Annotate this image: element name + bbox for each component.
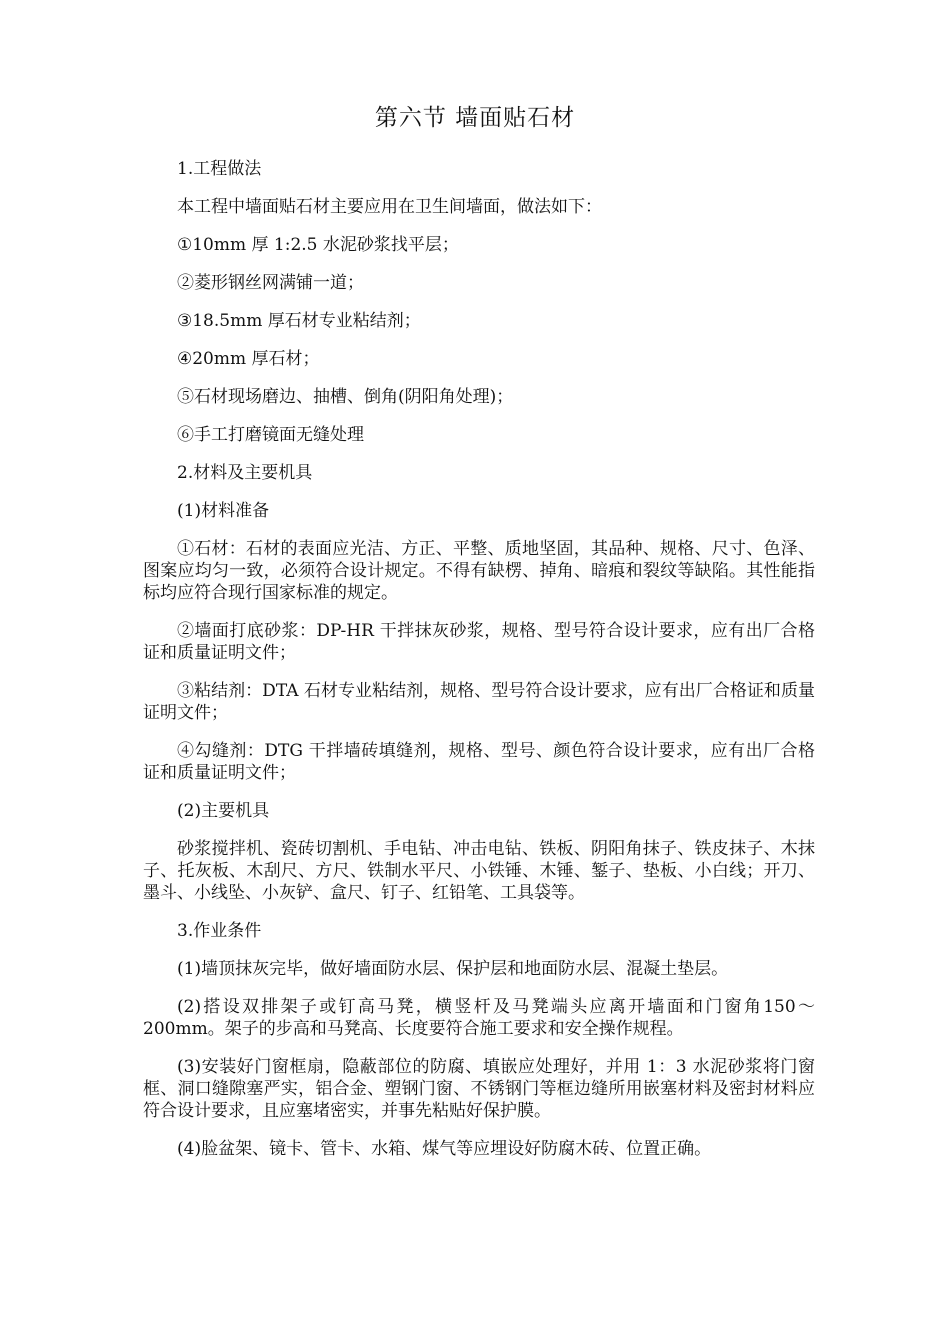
material-grout: ④勾缝剂：DTG 干拌墙砖填缝剂，规格、型号、颜色符合设计要求，应有出厂合格证和质量证明文件； <box>143 741 815 783</box>
heading-materials-tools: 2.材料及主要机具 <box>177 463 313 483</box>
condition-1: (1)墙顶抹灰完毕，做好墙面防水层、保护层和地面防水层、混凝土垫层。 <box>177 959 729 979</box>
condition-4: (4)脸盆架、镜卡、管卡、水箱、煤气等应埋设好防腐木砖、位置正确。 <box>177 1139 712 1159</box>
document-body <box>143 158 815 1160</box>
section-title: 第六节 墙面贴石材 <box>374 105 576 131</box>
condition-2: (2)搭设双排架子或钉高马凳，横竖杆及马凳端头应离开墙面和门窗角150～200mm。架子的步高和马凳高、长度要符合施工要求和安全操作规程。 <box>143 997 815 1039</box>
tools-list: 砂浆搅拌机、瓷砖切割机、手电钻、冲击电钻、铁板、阴阳角抹子、铁皮抹子、木抹子、托灰板、木刮尺、方尺、铁制水平尺、小铁锤、木锤、錾子、垫板、小白线；开刀、墨斗、小线坠、小灰铲、盒尺、钉子、红铅笔、工具袋等。 <box>143 839 815 903</box>
heading-work-conditions: 3.作业条件 <box>177 921 262 941</box>
material-adhesive: ③粘结剂：DTA 石材专业粘结剂，规格、型号符合设计要求，应有出厂合格证和质量证明文件； <box>143 681 815 723</box>
condition-3: (3)安装好门窗框扇，隐蔽部位的防腐、填嵌应处理好，并用 1：3 水泥砂浆将门窗框、洞口缝隙塞严实，铝合金、塑钢门窗、不锈钢门等框边缝所用嵌塞材料及密封材料应符合设计要求，且应塞堵密实，并事先粘贴好保护膜。 <box>143 1057 815 1121</box>
method-step-5: ⑤石材现场磨边、抽槽、倒角(阴阳角处理)； <box>177 387 514 407</box>
method-step-6: ⑥手工打磨镜面无缝处理 <box>177 425 364 445</box>
subheading-materials: (1)材料准备 <box>177 501 270 521</box>
paragraph-intro: 本工程中墙面贴石材主要应用在卫生间墙面，做法如下： <box>177 197 602 217</box>
material-base-mortar: ②墙面打底砂浆：DP-HR 干拌抹灰砂浆，规格、型号符合设计要求，应有出厂合格证和质量证明文件； <box>143 621 815 663</box>
material-stone: ①石材：石材的表面应光洁、方正、平整、质地坚固，其品种、规格、尺寸、色泽、图案应均匀一致，必须符合设计规定。不得有缺楞、掉角、暗痕和裂纹等缺陷。其性能指标均应符合现行国家标准的规定。 <box>143 539 815 603</box>
subheading-tools: (2)主要机具 <box>177 801 270 821</box>
heading-construction-method: 1.工程做法 <box>177 159 262 179</box>
method-step-2: ②菱形钢丝网满铺一道； <box>177 273 364 293</box>
method-step-1: ①10mm 厚 1:2.5 水泥砂浆找平层； <box>177 235 459 255</box>
method-step-3: ③18.5mm 厚石材专业粘结剂； <box>177 311 421 331</box>
method-step-4: ④20mm 厚石材； <box>177 349 320 369</box>
